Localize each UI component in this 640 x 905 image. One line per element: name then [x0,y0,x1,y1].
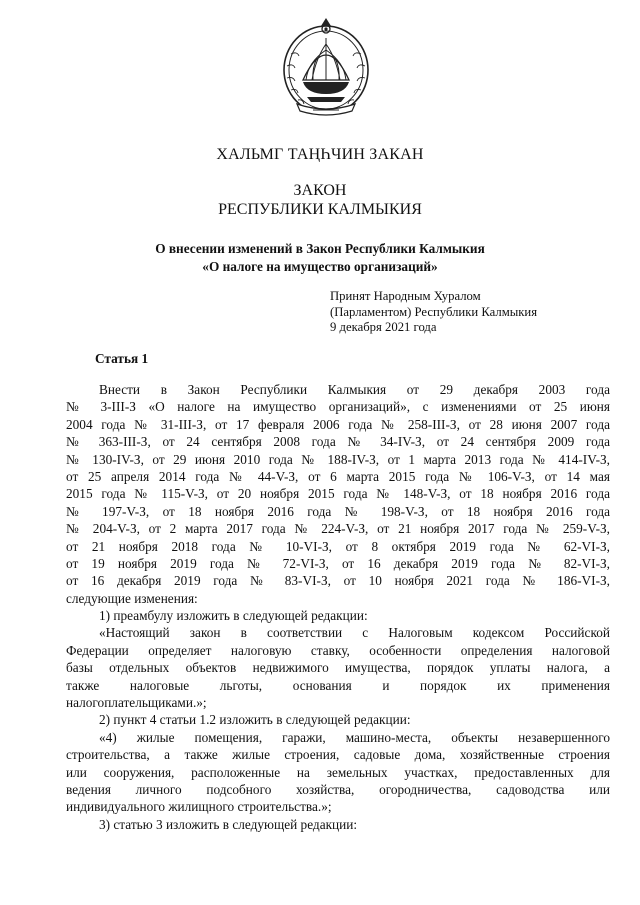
body-line: № 3-III-З «О налоге на имущество организаций», с изменениями от 25 июня [66,399,610,415]
body-line: Внести в Закон Республики Калмыкия от 29 декабря 2003 года [99,382,610,397]
body-line: строительства, а также жилые строения, садовые дома, хозяйственные строения [66,747,610,763]
adoption-note [330,289,537,336]
title-kalmyk: ХАЛЬМГ ТАҢҺЧИН ЗАКАН [216,146,424,163]
body-line: 2004 года № 31-III-З, от 17 февраля 2006 года № 258-III-З, от 28 июня 2007 года [66,416,610,432]
body-line: или сооружения, расположенные на земельных участках, предоставленных для [66,764,610,780]
body-line: № 197-V-З, от 18 ноября 2016 года № 198-V-З, от 18 ноября 2016 года [66,503,610,519]
body-line: от 21 ноября 2018 года № 10-VI-З, от 8 октября 2019 года № 62-VI-З, [66,538,610,554]
body-line: № 363-III-З, от 24 сентября 2008 года № 34-IV-З, от 24 сентября 2009 года [66,434,610,450]
body-line: от 19 ноября 2019 года № 72-VI-З, от 16 декабря 2019 года № 82-VI-З, [66,555,610,571]
body-line: базы отдельных объектов недвижимого имущества, порядок уплаты налога, а [66,660,610,676]
body-line: следующие изменения: [66,590,198,606]
body-line: индивидуального жилищного строительства.»; [66,799,332,815]
body-line: 3) статью 3 изложить в следующей редакции: [99,816,358,832]
adoption-line-2: (Парламентом) Республики Калмыкия [330,304,538,319]
body-line: Федерации определяет налоговую ставку, особенности определения налоговой [66,642,610,658]
title-republic: РЕСПУБЛИКИ КАЛМЫКИЯ [218,201,422,218]
subtitle-line-1: О внесении изменений в Закон Республики Калмыкия [155,241,485,256]
body-line: «4) жилые помещения, гаражи, машино-места, объекты незавершенного [99,729,610,745]
article-heading: Статья 1 [95,351,149,366]
title-law: ЗАКОН [293,182,347,199]
body-line: № 130-IV-З, от 29 июня 2010 года № 188-IV-З, от 1 марта 2013 года № 414-IV-З, [66,451,610,467]
body-line: 2015 года № 115-V-З, от 20 ноября 2015 года № 148-V-З, от 18 ноября 2016 года [66,486,610,502]
body-line: налогоплательщиками.»; [66,695,207,711]
adoption-date: 9 декабря 2021 года [330,320,437,335]
subtitle-line-2: «О налоге на имущество организаций» [202,259,438,274]
article-body [66,381,610,833]
body-line: № 204-V-З, от 2 марта 2017 года № 224-V-З, от 21 ноября 2017 года № 259-V-З, [66,521,610,537]
adoption-line-1: Принят Народным Хуралом [330,289,481,303]
body-line: от 25 апреля 2014 года № 44-V-З, от 6 марта 2015 года № 106-V-З, от 14 мая [66,468,610,484]
body-line: также налоговые льготы, основания и порядок их применения [66,677,610,693]
body-line: 2) пункт 4 статьи 1.2 изложить в следующей редакции: [99,712,411,728]
body-line: ведения личного подсобного хозяйства, огородничества, садоводства или [66,781,610,797]
body-line: 1) преамбулу изложить в следующей редакции: [99,608,368,624]
coat-of-arms-icon [277,14,375,120]
body-line: «Настоящий закон в соответствии с Налоговым кодексом Российской [99,625,610,641]
body-line: от 16 декабря 2019 года № 83-VI-З, от 10 ноября 2021 года № 186-VI-З, [66,573,610,589]
